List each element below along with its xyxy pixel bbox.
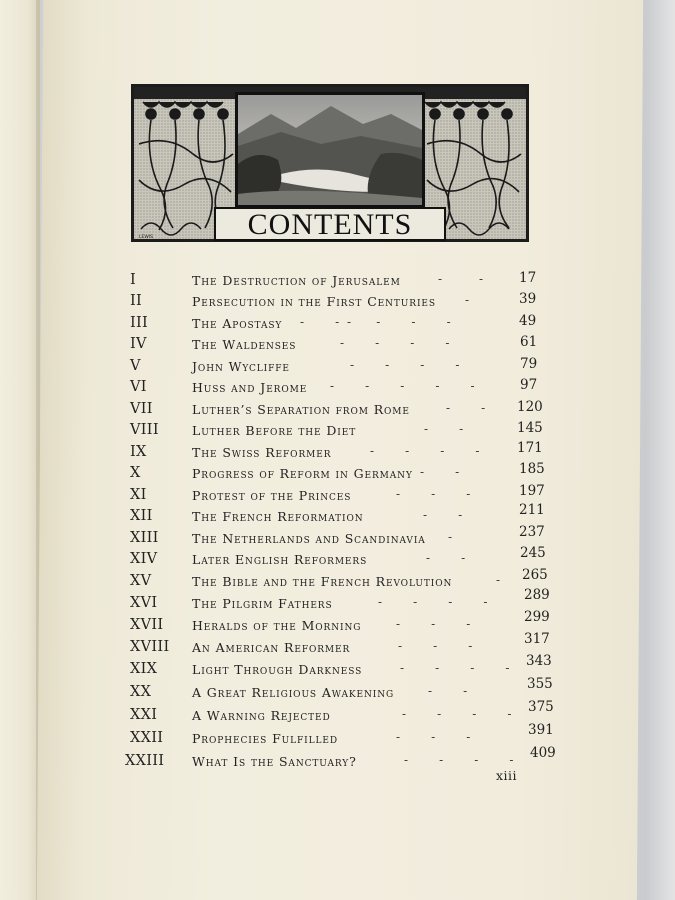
chapter-title: The Apostasy: [192, 316, 283, 331]
leader-dashes: -: [496, 573, 503, 587]
leader-dashes: - - -: [398, 639, 475, 653]
toc-row[interactable]: [0, 422, 675, 444]
art-nouveau-banner: [131, 84, 529, 242]
chapter-page: 79: [520, 356, 538, 372]
chapter-title: Later English Reformers: [192, 552, 368, 567]
chapter-number: VII: [130, 401, 153, 417]
chapter-number: IX: [130, 444, 147, 460]
chapter-page: 391: [528, 722, 554, 738]
chapter-title: Huss and Jerome: [192, 380, 308, 395]
leader-dashes: - - - -: [400, 661, 512, 675]
leader-dashes: - -: [438, 272, 485, 286]
chapter-number: XIX: [130, 661, 158, 677]
toc-row[interactable]: [0, 336, 675, 358]
toc-row[interactable]: [0, 631, 675, 661]
toc-row[interactable]: [0, 315, 675, 337]
chapter-page: 197: [519, 483, 545, 499]
chapter-page: 171: [517, 440, 543, 456]
leader-dashes: - - - -: [340, 336, 452, 350]
toc-row[interactable]: [0, 567, 675, 595]
leader-dashes: - - - -: [370, 444, 482, 458]
chapter-page: 289: [524, 587, 550, 603]
chapter-number: XI: [130, 487, 147, 503]
chapter-title: A Warning Rejected: [192, 708, 331, 723]
chapter-number: X: [130, 465, 141, 481]
toc-row[interactable]: [0, 358, 675, 380]
chapter-title: Persecution in the First Centuries: [192, 294, 436, 309]
chapter-title: The Swiss Reformer: [192, 445, 332, 460]
contents-header-banner: [131, 84, 529, 242]
leader-dashes: - - -: [396, 617, 473, 631]
toc-row[interactable]: [0, 745, 675, 775]
page-folio: xiii: [496, 768, 518, 783]
chapter-title: What Is the Sanctuary?: [192, 754, 357, 769]
chapter-page: 185: [519, 461, 545, 477]
chapter-title: Light Through Darkness: [192, 662, 363, 677]
engraver-signature: LEWIS: [139, 235, 153, 240]
chapter-page: 17: [519, 270, 537, 286]
chapter-page: 145: [517, 420, 543, 436]
chapter-page: 120: [517, 399, 543, 415]
toc-row[interactable]: [0, 401, 675, 423]
chapter-number: II: [130, 293, 143, 309]
contents-title: CONTENTS: [247, 208, 413, 241]
chapter-title: John Wycliffe: [192, 359, 290, 374]
leader-dashes: - - - -: [350, 358, 462, 372]
chapter-title: The Waldenses: [192, 337, 297, 352]
leader-dashes: - -: [446, 401, 488, 415]
chapter-title: Progress of Reform in Germany: [192, 466, 413, 481]
chapter-page: 245: [520, 545, 546, 561]
toc-row[interactable]: [0, 524, 675, 552]
chapter-page: 299: [524, 609, 550, 625]
toc-row[interactable]: [0, 676, 675, 706]
toc-row[interactable]: [0, 545, 675, 573]
chapter-page: 211: [519, 502, 545, 518]
toc-row[interactable]: [0, 272, 675, 294]
chapter-title: Luther Before the Diet: [192, 423, 357, 438]
leader-dashes: - -: [428, 684, 470, 698]
leader-dashes: -: [465, 293, 472, 307]
chapter-page: 343: [526, 653, 552, 669]
toc-row[interactable]: [0, 293, 675, 315]
toc-row[interactable]: [0, 483, 675, 509]
chapter-title: The French Reformation: [192, 509, 364, 524]
chapter-page: 49: [519, 313, 537, 329]
chapter-number: III: [130, 315, 149, 331]
chapter-title: A Great Religious Awakening: [192, 685, 395, 700]
chapter-title: Protest of the Princes: [192, 488, 352, 503]
chapter-page: 265: [522, 567, 548, 583]
chapter-title: The Bible and the French Revolution: [192, 574, 453, 589]
leader-dashes: - - -: [396, 730, 473, 744]
chapter-number: V: [130, 358, 141, 374]
chapter-page: 61: [520, 334, 538, 350]
leader-dashes: - - -: [396, 487, 473, 501]
chapter-number: IV: [130, 336, 147, 352]
chapter-number: XIV: [130, 551, 158, 567]
chapter-number: XVII: [130, 617, 164, 633]
toc-row[interactable]: [0, 653, 675, 683]
toc-row[interactable]: [0, 722, 675, 752]
toc-row[interactable]: [0, 587, 675, 617]
chapter-title: The Netherlands and Scandinavia: [192, 531, 426, 546]
chapter-title: Prophecies Fulfilled: [192, 731, 338, 746]
chapter-number: XXII: [130, 730, 164, 746]
chapter-number: XVIII: [130, 639, 170, 655]
toc-row[interactable]: [0, 440, 675, 466]
leader-dashes: - -: [424, 422, 466, 436]
chapter-title: The Destruction of Jerusalem: [192, 273, 401, 288]
chapter-number: VI: [130, 379, 147, 395]
leader-dashes: - - - - - -: [300, 315, 453, 329]
chapter-page: 97: [520, 377, 538, 393]
chapter-title: An American Reformer: [192, 640, 351, 655]
leader-dashes: - - - -: [404, 753, 516, 767]
chapter-number: XXI: [130, 707, 158, 723]
chapter-number: VIII: [130, 422, 159, 438]
chapter-number: XXIII: [125, 753, 165, 769]
leader-dashes: - -: [423, 508, 465, 522]
toc-row[interactable]: [0, 379, 675, 401]
chapter-page: 409: [530, 745, 556, 761]
chapter-number: XV: [130, 573, 152, 589]
toc-row[interactable]: [0, 461, 675, 487]
chapter-page: 317: [524, 631, 550, 647]
chapter-number: XII: [130, 508, 153, 524]
leader-dashes: - -: [420, 465, 462, 479]
toc-row[interactable]: [0, 609, 675, 639]
landscape-vignette: [235, 92, 425, 208]
chapter-title: Luther’s Separation from Rome: [192, 402, 410, 417]
chapter-number: I: [130, 272, 137, 288]
leader-dashes: - - - -: [378, 595, 490, 609]
leader-dashes: -: [448, 530, 455, 544]
chapter-page: 375: [528, 699, 554, 715]
chapter-title: Heralds of the Morning: [192, 618, 362, 633]
chapter-number: XVI: [130, 595, 158, 611]
leader-dashes: - - - -: [402, 707, 514, 721]
chapter-title: The Pilgrim Fathers: [192, 596, 333, 611]
toc-row[interactable]: [0, 699, 675, 729]
chapter-number: XIII: [130, 530, 159, 546]
chapter-page: 355: [527, 676, 553, 692]
chapter-page: 237: [519, 524, 545, 540]
chapter-page: 39: [519, 291, 537, 307]
leader-dashes: - - - - -: [330, 379, 477, 393]
chapter-number: XX: [130, 684, 152, 700]
toc-row[interactable]: [0, 502, 675, 530]
leader-dashes: - -: [426, 551, 468, 565]
